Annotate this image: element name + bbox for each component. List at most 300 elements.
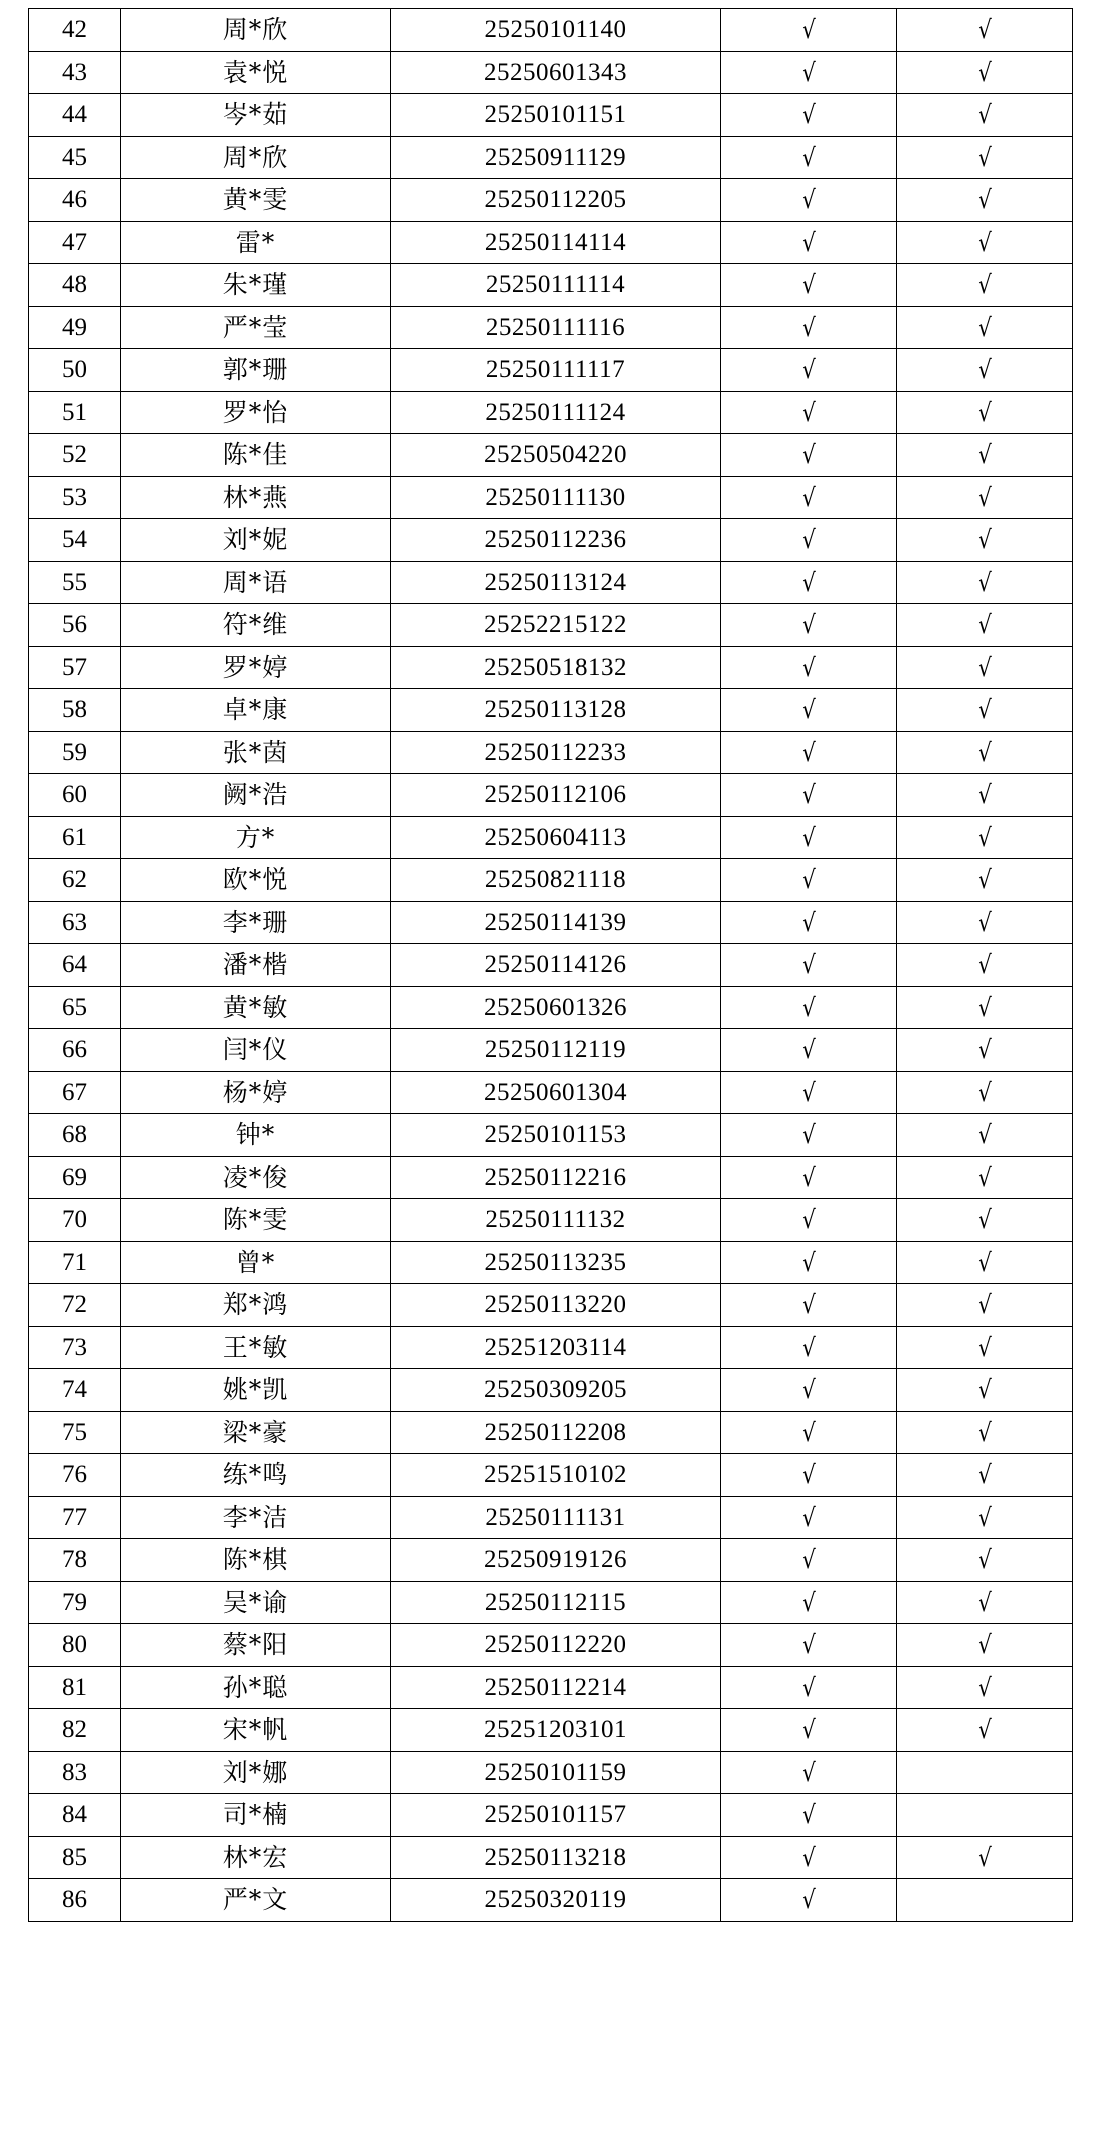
check-mark-icon: √ xyxy=(977,227,992,257)
check-mark-icon: √ xyxy=(977,15,992,45)
check-mark-icon: √ xyxy=(977,1715,992,1745)
cell-exam-id: 25250821118 xyxy=(391,859,721,902)
cell-check-second xyxy=(897,1581,1073,1624)
cell-check-second xyxy=(897,944,1073,987)
check-mark-icon: √ xyxy=(801,1715,816,1745)
check-mark-icon: √ xyxy=(801,1290,816,1320)
check-mark-icon: √ xyxy=(801,992,816,1022)
table-row xyxy=(29,1666,1073,1709)
check-mark-icon: √ xyxy=(977,1120,992,1150)
cell-check-second xyxy=(897,774,1073,817)
cell-index: 85 xyxy=(29,1836,121,1879)
cell-index: 62 xyxy=(29,859,121,902)
cell-name: 袁*悦 xyxy=(121,51,391,94)
cell-name: 周*欣 xyxy=(121,9,391,52)
check-mark-icon: √ xyxy=(977,1460,992,1490)
cell-check-second xyxy=(897,646,1073,689)
check-mark-icon: √ xyxy=(801,482,816,512)
cell-index: 43 xyxy=(29,51,121,94)
cell-exam-id: 25251203101 xyxy=(391,1709,721,1752)
cell-index: 44 xyxy=(29,94,121,137)
cell-name: 刘*妮 xyxy=(121,519,391,562)
cell-check-second xyxy=(897,1071,1073,1114)
cell-check-second xyxy=(897,476,1073,519)
cell-check-second xyxy=(897,816,1073,859)
cell-name: 曾* xyxy=(121,1241,391,1284)
check-mark-icon: √ xyxy=(801,270,816,300)
check-mark-icon: √ xyxy=(801,1077,816,1107)
cell-name: 雷* xyxy=(121,221,391,264)
check-mark-icon: √ xyxy=(801,440,816,470)
table-row xyxy=(29,1326,1073,1369)
cell-index: 55 xyxy=(29,561,121,604)
cell-index: 72 xyxy=(29,1284,121,1327)
check-mark-icon: √ xyxy=(801,1460,816,1490)
cell-check-first xyxy=(721,1411,897,1454)
cell-check-second xyxy=(897,179,1073,222)
cell-check-second xyxy=(897,604,1073,647)
cell-index: 70 xyxy=(29,1199,121,1242)
table-row xyxy=(29,986,1073,1029)
check-mark-icon: √ xyxy=(977,1587,992,1617)
check-mark-icon: √ xyxy=(801,652,816,682)
cell-index: 80 xyxy=(29,1624,121,1667)
check-mark-icon: √ xyxy=(977,695,992,725)
table-row xyxy=(29,391,1073,434)
cell-check-first xyxy=(721,306,897,349)
cell-name: 王*敏 xyxy=(121,1326,391,1369)
cell-check-second xyxy=(897,1751,1073,1794)
cell-check-first xyxy=(721,604,897,647)
cell-exam-id: 25252215122 xyxy=(391,604,721,647)
check-mark-icon: √ xyxy=(801,142,816,172)
cell-check-first xyxy=(721,349,897,392)
cell-name: 李*珊 xyxy=(121,901,391,944)
cell-check-first xyxy=(721,816,897,859)
table-row xyxy=(29,179,1073,222)
cell-exam-id: 25250111131 xyxy=(391,1496,721,1539)
cell-name: 罗*怡 xyxy=(121,391,391,434)
cell-index: 54 xyxy=(29,519,121,562)
cell-index: 59 xyxy=(29,731,121,774)
check-mark-icon: √ xyxy=(977,1545,992,1575)
cell-exam-id: 25250113235 xyxy=(391,1241,721,1284)
cell-check-second xyxy=(897,689,1073,732)
cell-check-first xyxy=(721,901,897,944)
cell-exam-id: 25250114126 xyxy=(391,944,721,987)
cell-check-first xyxy=(721,944,897,987)
cell-check-second xyxy=(897,519,1073,562)
cell-check-second xyxy=(897,1369,1073,1412)
cell-index: 76 xyxy=(29,1454,121,1497)
cell-index: 47 xyxy=(29,221,121,264)
check-mark-icon: √ xyxy=(801,100,816,130)
cell-index: 57 xyxy=(29,646,121,689)
cell-name: 潘*楷 xyxy=(121,944,391,987)
cell-check-first xyxy=(721,1114,897,1157)
check-mark-icon: √ xyxy=(977,142,992,172)
cell-check-second xyxy=(897,1836,1073,1879)
check-mark-icon: √ xyxy=(801,1800,816,1830)
cell-exam-id: 25251510102 xyxy=(391,1454,721,1497)
check-mark-icon: √ xyxy=(801,1120,816,1150)
cell-index: 69 xyxy=(29,1156,121,1199)
cell-check-first xyxy=(721,9,897,52)
cell-name: 郑*鸿 xyxy=(121,1284,391,1327)
check-mark-icon: √ xyxy=(977,822,992,852)
check-mark-icon: √ xyxy=(801,57,816,87)
cell-check-first xyxy=(721,51,897,94)
check-mark-icon: √ xyxy=(977,312,992,342)
cell-check-first xyxy=(721,731,897,774)
cell-check-first xyxy=(721,1369,897,1412)
table-row xyxy=(29,1624,1073,1667)
cell-name: 司*楠 xyxy=(121,1794,391,1837)
cell-index: 52 xyxy=(29,434,121,477)
cell-check-first xyxy=(721,1156,897,1199)
cell-index: 77 xyxy=(29,1496,121,1539)
cell-check-second xyxy=(897,221,1073,264)
cell-name: 林*燕 xyxy=(121,476,391,519)
cell-exam-id: 25250112214 xyxy=(391,1666,721,1709)
cell-index: 45 xyxy=(29,136,121,179)
table-row xyxy=(29,1114,1073,1157)
cell-index: 53 xyxy=(29,476,121,519)
check-mark-icon: √ xyxy=(977,780,992,810)
check-mark-icon: √ xyxy=(977,1417,992,1447)
cell-exam-id: 25250101157 xyxy=(391,1794,721,1837)
table-row xyxy=(29,519,1073,562)
cell-check-first xyxy=(721,434,897,477)
table-row xyxy=(29,264,1073,307)
cell-exam-id: 25250112208 xyxy=(391,1411,721,1454)
cell-check-first xyxy=(721,264,897,307)
table-row xyxy=(29,689,1073,732)
cell-check-first xyxy=(721,179,897,222)
table-row xyxy=(29,1071,1073,1114)
cell-name: 梁*豪 xyxy=(121,1411,391,1454)
check-mark-icon: √ xyxy=(801,525,816,555)
table-row xyxy=(29,1284,1073,1327)
check-mark-icon: √ xyxy=(801,822,816,852)
check-mark-icon: √ xyxy=(977,1375,992,1405)
cell-index: 46 xyxy=(29,179,121,222)
cell-check-second xyxy=(897,1454,1073,1497)
cell-exam-id: 25250112233 xyxy=(391,731,721,774)
cell-exam-id: 25250601343 xyxy=(391,51,721,94)
cell-check-second xyxy=(897,1156,1073,1199)
cell-exam-id: 25250101140 xyxy=(391,9,721,52)
check-mark-icon: √ xyxy=(977,1077,992,1107)
cell-name: 周*语 xyxy=(121,561,391,604)
cell-check-first xyxy=(721,1241,897,1284)
table-row xyxy=(29,604,1073,647)
table-row xyxy=(29,1199,1073,1242)
check-mark-icon: √ xyxy=(801,737,816,767)
cell-index: 51 xyxy=(29,391,121,434)
table-row xyxy=(29,51,1073,94)
cell-name: 刘*娜 xyxy=(121,1751,391,1794)
cell-check-second xyxy=(897,1666,1073,1709)
cell-check-second xyxy=(897,1114,1073,1157)
cell-exam-id: 25250518132 xyxy=(391,646,721,689)
cell-check-first xyxy=(721,476,897,519)
cell-name: 孙*聪 xyxy=(121,1666,391,1709)
check-mark-icon: √ xyxy=(801,1502,816,1532)
cell-check-second xyxy=(897,561,1073,604)
cell-name: 郭*珊 xyxy=(121,349,391,392)
table-row xyxy=(29,901,1073,944)
cell-check-first xyxy=(721,986,897,1029)
check-mark-icon: √ xyxy=(801,1630,816,1660)
table-row xyxy=(29,1496,1073,1539)
cell-check-second xyxy=(897,9,1073,52)
cell-check-first xyxy=(721,1029,897,1072)
cell-check-second xyxy=(897,1539,1073,1582)
table-row xyxy=(29,306,1073,349)
cell-check-first xyxy=(721,1071,897,1114)
table-row xyxy=(29,221,1073,264)
check-mark-icon: √ xyxy=(801,1205,816,1235)
cell-check-second xyxy=(897,264,1073,307)
cell-check-second xyxy=(897,1411,1073,1454)
cell-exam-id: 25250601304 xyxy=(391,1071,721,1114)
cell-check-first xyxy=(721,1666,897,1709)
cell-check-first xyxy=(721,646,897,689)
check-mark-icon: √ xyxy=(801,1885,816,1915)
table-row xyxy=(29,1709,1073,1752)
cell-name: 宋*帆 xyxy=(121,1709,391,1752)
cell-index: 73 xyxy=(29,1326,121,1369)
cell-check-second xyxy=(897,1029,1073,1072)
cell-check-second xyxy=(897,1624,1073,1667)
cell-exam-id: 25250504220 xyxy=(391,434,721,477)
cell-name: 蔡*阳 xyxy=(121,1624,391,1667)
cell-name: 符*维 xyxy=(121,604,391,647)
table-row xyxy=(29,1539,1073,1582)
cell-exam-id: 25250113124 xyxy=(391,561,721,604)
cell-index: 82 xyxy=(29,1709,121,1752)
cell-index: 84 xyxy=(29,1794,121,1837)
cell-check-first xyxy=(721,859,897,902)
table-row xyxy=(29,476,1073,519)
table-row xyxy=(29,1369,1073,1412)
cell-check-first xyxy=(721,1496,897,1539)
cell-exam-id: 25250112115 xyxy=(391,1581,721,1624)
cell-index: 65 xyxy=(29,986,121,1029)
cell-index: 58 xyxy=(29,689,121,732)
check-mark-icon: √ xyxy=(801,1545,816,1575)
check-mark-icon: √ xyxy=(977,610,992,640)
check-mark-icon: √ xyxy=(801,1417,816,1447)
cell-name: 李*洁 xyxy=(121,1496,391,1539)
cell-exam-id: 25250309205 xyxy=(391,1369,721,1412)
check-mark-icon: √ xyxy=(977,1205,992,1235)
table-row xyxy=(29,731,1073,774)
check-mark-icon: √ xyxy=(801,907,816,937)
cell-check-second xyxy=(897,1709,1073,1752)
check-mark-icon: √ xyxy=(977,355,992,385)
cell-name: 岑*茹 xyxy=(121,94,391,137)
cell-check-second xyxy=(897,1326,1073,1369)
cell-exam-id: 25250112220 xyxy=(391,1624,721,1667)
table-row xyxy=(29,1836,1073,1879)
cell-name: 闫*仪 xyxy=(121,1029,391,1072)
check-mark-icon: √ xyxy=(801,1035,816,1065)
table-row xyxy=(29,646,1073,689)
check-mark-icon: √ xyxy=(977,865,992,895)
table-row xyxy=(29,1241,1073,1284)
cell-check-first xyxy=(721,1751,897,1794)
check-mark-icon: √ xyxy=(801,312,816,342)
cell-index: 79 xyxy=(29,1581,121,1624)
cell-check-first xyxy=(721,1199,897,1242)
cell-index: 74 xyxy=(29,1369,121,1412)
check-mark-icon: √ xyxy=(801,227,816,257)
cell-name: 林*宏 xyxy=(121,1836,391,1879)
table-row xyxy=(29,944,1073,987)
cell-index: 68 xyxy=(29,1114,121,1157)
check-mark-icon: √ xyxy=(977,185,992,215)
cell-exam-id: 25250111124 xyxy=(391,391,721,434)
table-row xyxy=(29,136,1073,179)
check-mark-icon: √ xyxy=(977,1842,992,1872)
cell-check-second xyxy=(897,859,1073,902)
table-row xyxy=(29,1581,1073,1624)
cell-exam-id: 25250604113 xyxy=(391,816,721,859)
cell-name: 钟* xyxy=(121,1114,391,1157)
cell-index: 48 xyxy=(29,264,121,307)
cell-check-first xyxy=(721,1794,897,1837)
cell-check-first xyxy=(721,391,897,434)
check-mark-icon: √ xyxy=(977,482,992,512)
table-row xyxy=(29,1156,1073,1199)
cell-exam-id: 25250112119 xyxy=(391,1029,721,1072)
cell-check-first xyxy=(721,1581,897,1624)
cell-name: 张*茵 xyxy=(121,731,391,774)
check-mark-icon: √ xyxy=(801,1375,816,1405)
cell-exam-id: 25250601326 xyxy=(391,986,721,1029)
check-mark-icon: √ xyxy=(977,1035,992,1065)
check-mark-icon: √ xyxy=(801,567,816,597)
cell-name: 吴*谕 xyxy=(121,1581,391,1624)
check-mark-icon: √ xyxy=(801,695,816,725)
table-row xyxy=(29,94,1073,137)
cell-name: 黄*雯 xyxy=(121,179,391,222)
check-mark-icon: √ xyxy=(977,1162,992,1192)
check-mark-icon: √ xyxy=(977,1290,992,1320)
check-mark-icon: √ xyxy=(801,950,816,980)
cell-check-second xyxy=(897,306,1073,349)
cell-exam-id: 25250113218 xyxy=(391,1836,721,1879)
table-row xyxy=(29,816,1073,859)
cell-index: 49 xyxy=(29,306,121,349)
check-mark-icon: √ xyxy=(977,1502,992,1532)
cell-check-second xyxy=(897,1284,1073,1327)
cell-name: 杨*婷 xyxy=(121,1071,391,1114)
check-mark-icon: √ xyxy=(801,780,816,810)
check-mark-icon: √ xyxy=(801,397,816,427)
check-mark-icon: √ xyxy=(801,1332,816,1362)
check-mark-icon: √ xyxy=(977,737,992,767)
cell-check-second xyxy=(897,1496,1073,1539)
cell-name: 凌*俊 xyxy=(121,1156,391,1199)
cell-exam-id: 25250111116 xyxy=(391,306,721,349)
cell-index: 66 xyxy=(29,1029,121,1072)
table-row xyxy=(29,1454,1073,1497)
cell-exam-id: 25250114139 xyxy=(391,901,721,944)
cell-exam-id: 25250101159 xyxy=(391,1751,721,1794)
cell-exam-id: 25250112106 xyxy=(391,774,721,817)
check-mark-icon: √ xyxy=(801,1587,816,1617)
cell-name: 姚*凯 xyxy=(121,1369,391,1412)
cell-name: 陈*佳 xyxy=(121,434,391,477)
cell-check-second xyxy=(897,986,1073,1029)
check-mark-icon: √ xyxy=(977,1332,992,1362)
cell-index: 61 xyxy=(29,816,121,859)
check-mark-icon: √ xyxy=(801,610,816,640)
check-mark-icon: √ xyxy=(977,440,992,470)
cell-check-first xyxy=(721,94,897,137)
cell-index: 75 xyxy=(29,1411,121,1454)
cell-name: 朱*瑾 xyxy=(121,264,391,307)
table-row xyxy=(29,9,1073,52)
cell-exam-id: 25250112205 xyxy=(391,179,721,222)
check-mark-icon: √ xyxy=(801,1842,816,1872)
cell-exam-id: 25250112216 xyxy=(391,1156,721,1199)
table-row xyxy=(29,1794,1073,1837)
cell-index: 56 xyxy=(29,604,121,647)
cell-name: 欧*悦 xyxy=(121,859,391,902)
check-mark-icon: √ xyxy=(801,1672,816,1702)
cell-exam-id: 25250101153 xyxy=(391,1114,721,1157)
cell-check-second xyxy=(897,901,1073,944)
cell-check-first xyxy=(721,221,897,264)
check-mark-icon: √ xyxy=(801,1247,816,1277)
cell-name: 严*文 xyxy=(121,1879,391,1922)
cell-exam-id: 25250111114 xyxy=(391,264,721,307)
cell-check-first xyxy=(721,689,897,732)
cell-name: 陈*雯 xyxy=(121,1199,391,1242)
cell-index: 67 xyxy=(29,1071,121,1114)
check-mark-icon: √ xyxy=(977,100,992,130)
check-mark-icon: √ xyxy=(977,567,992,597)
cell-check-first xyxy=(721,519,897,562)
check-mark-icon: √ xyxy=(977,525,992,555)
cell-name: 黄*敏 xyxy=(121,986,391,1029)
table-row xyxy=(29,1411,1073,1454)
check-mark-icon: √ xyxy=(801,355,816,385)
cell-index: 42 xyxy=(29,9,121,52)
cell-index: 63 xyxy=(29,901,121,944)
cell-check-first xyxy=(721,1709,897,1752)
cell-check-first xyxy=(721,1624,897,1667)
cell-check-first xyxy=(721,136,897,179)
check-mark-icon: √ xyxy=(977,1672,992,1702)
table-row xyxy=(29,434,1073,477)
table-row xyxy=(29,1879,1073,1922)
cell-check-second xyxy=(897,349,1073,392)
cell-check-second xyxy=(897,1879,1073,1922)
check-mark-icon: √ xyxy=(801,15,816,45)
check-mark-icon: √ xyxy=(977,992,992,1022)
table-row xyxy=(29,1751,1073,1794)
check-mark-icon: √ xyxy=(801,185,816,215)
check-mark-icon: √ xyxy=(977,652,992,682)
cell-exam-id: 25250101151 xyxy=(391,94,721,137)
check-mark-icon: √ xyxy=(977,397,992,427)
cell-index: 81 xyxy=(29,1666,121,1709)
